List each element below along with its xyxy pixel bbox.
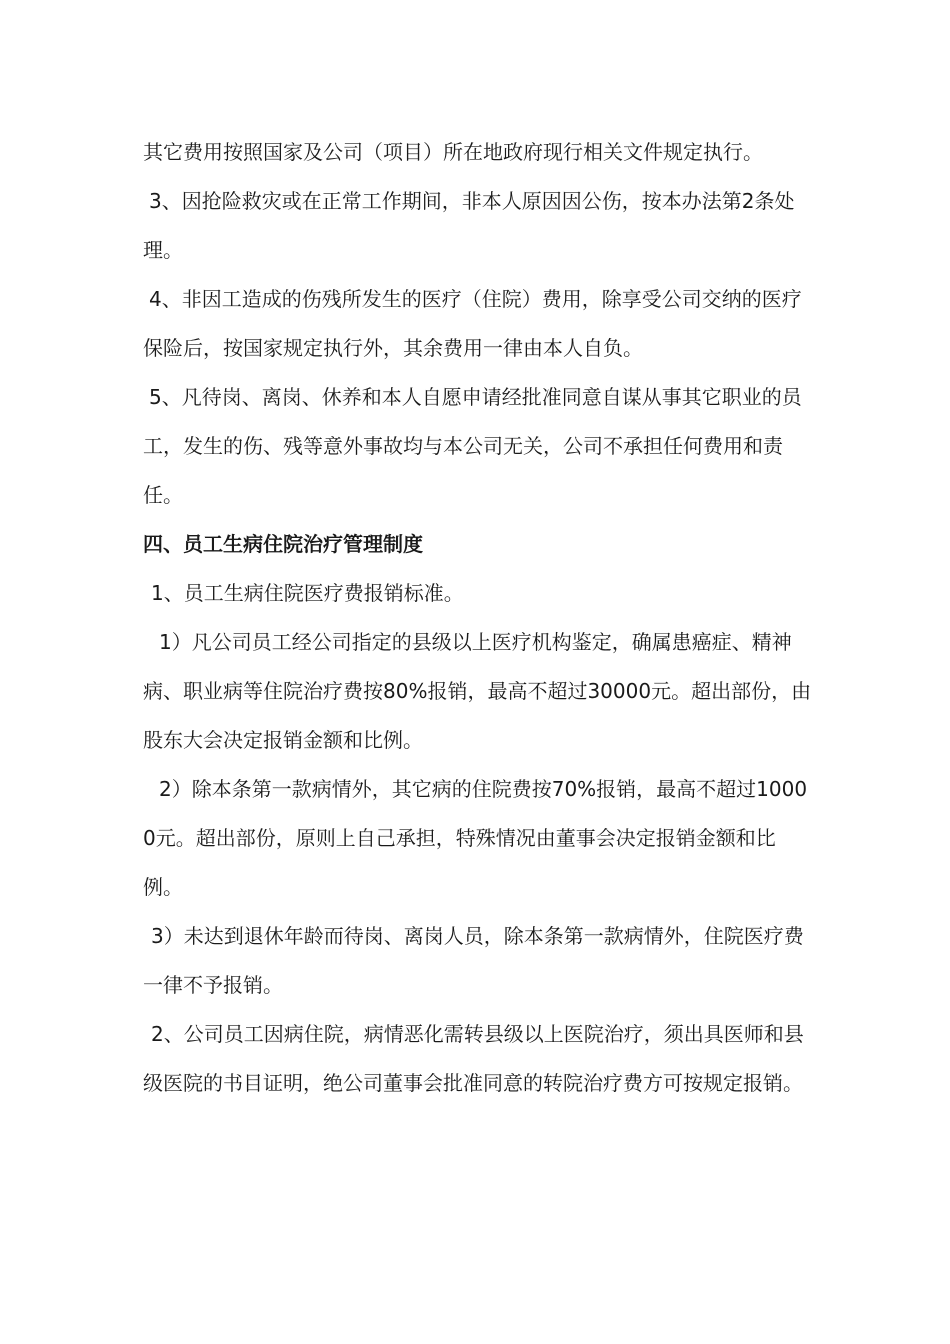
paragraph-subitem-3: 3）未达到退休年龄而待岗、离岗人员，除本条第一款病情外，住院医疗费一律不予报销。 xyxy=(143,924,804,997)
paragraph-item-4: 4、非因工造成的伤残所发生的医疗（住院）费用，除享受公司交纳的医疗保险后，按国家规定执行外，其余费用一律由本人自负。 xyxy=(143,287,802,360)
paragraph-reimbursement-standard: 1、员工生病住院医疗费报销标准。 xyxy=(151,581,464,605)
section-heading-4: 四、员工生病住院治疗管理制度 xyxy=(143,532,423,556)
paragraph-subitem-1: 1）凡公司员工经公司指定的县级以上医疗机构鉴定，确属患癌症、精神病、职业病等住院治疗费按80%报销，最高不超过30000元。超出部份，由股东大会决定报销金额和比例。 xyxy=(143,630,812,752)
paragraph-other-expenses: 其它费用按照国家及公司（项目）所在地政府现行相关文件规定执行。 xyxy=(143,140,763,164)
paragraph-subitem-2: 2）除本条第一款病情外，其它病的住院费按70%报销，最高不超过10000元。超出部份，原则上自己承担，特殊情况由董事会决定报销金额和比例。 xyxy=(143,777,808,899)
paragraph-item-5: 5、凡待岗、离岗、休养和本人自愿申请经批准同意自谋从事其它职业的员工，发生的伤、残等意外事故均与本公司无关，公司不承担任何费用和责任。 xyxy=(143,385,802,507)
document-body xyxy=(143,128,813,1108)
paragraph-item-3: 3、因抢险救灾或在正常工作期间，非本人原因因公伤，按本办法第2条处理。 xyxy=(143,189,795,262)
paragraph-transfer-hospital: 2、公司员工因病住院，病情恶化需转县级以上医院治疗，须出具医师和县级医院的书目证明，绝公司董事会批准同意的转院治疗费方可按规定报销。 xyxy=(143,1022,804,1095)
